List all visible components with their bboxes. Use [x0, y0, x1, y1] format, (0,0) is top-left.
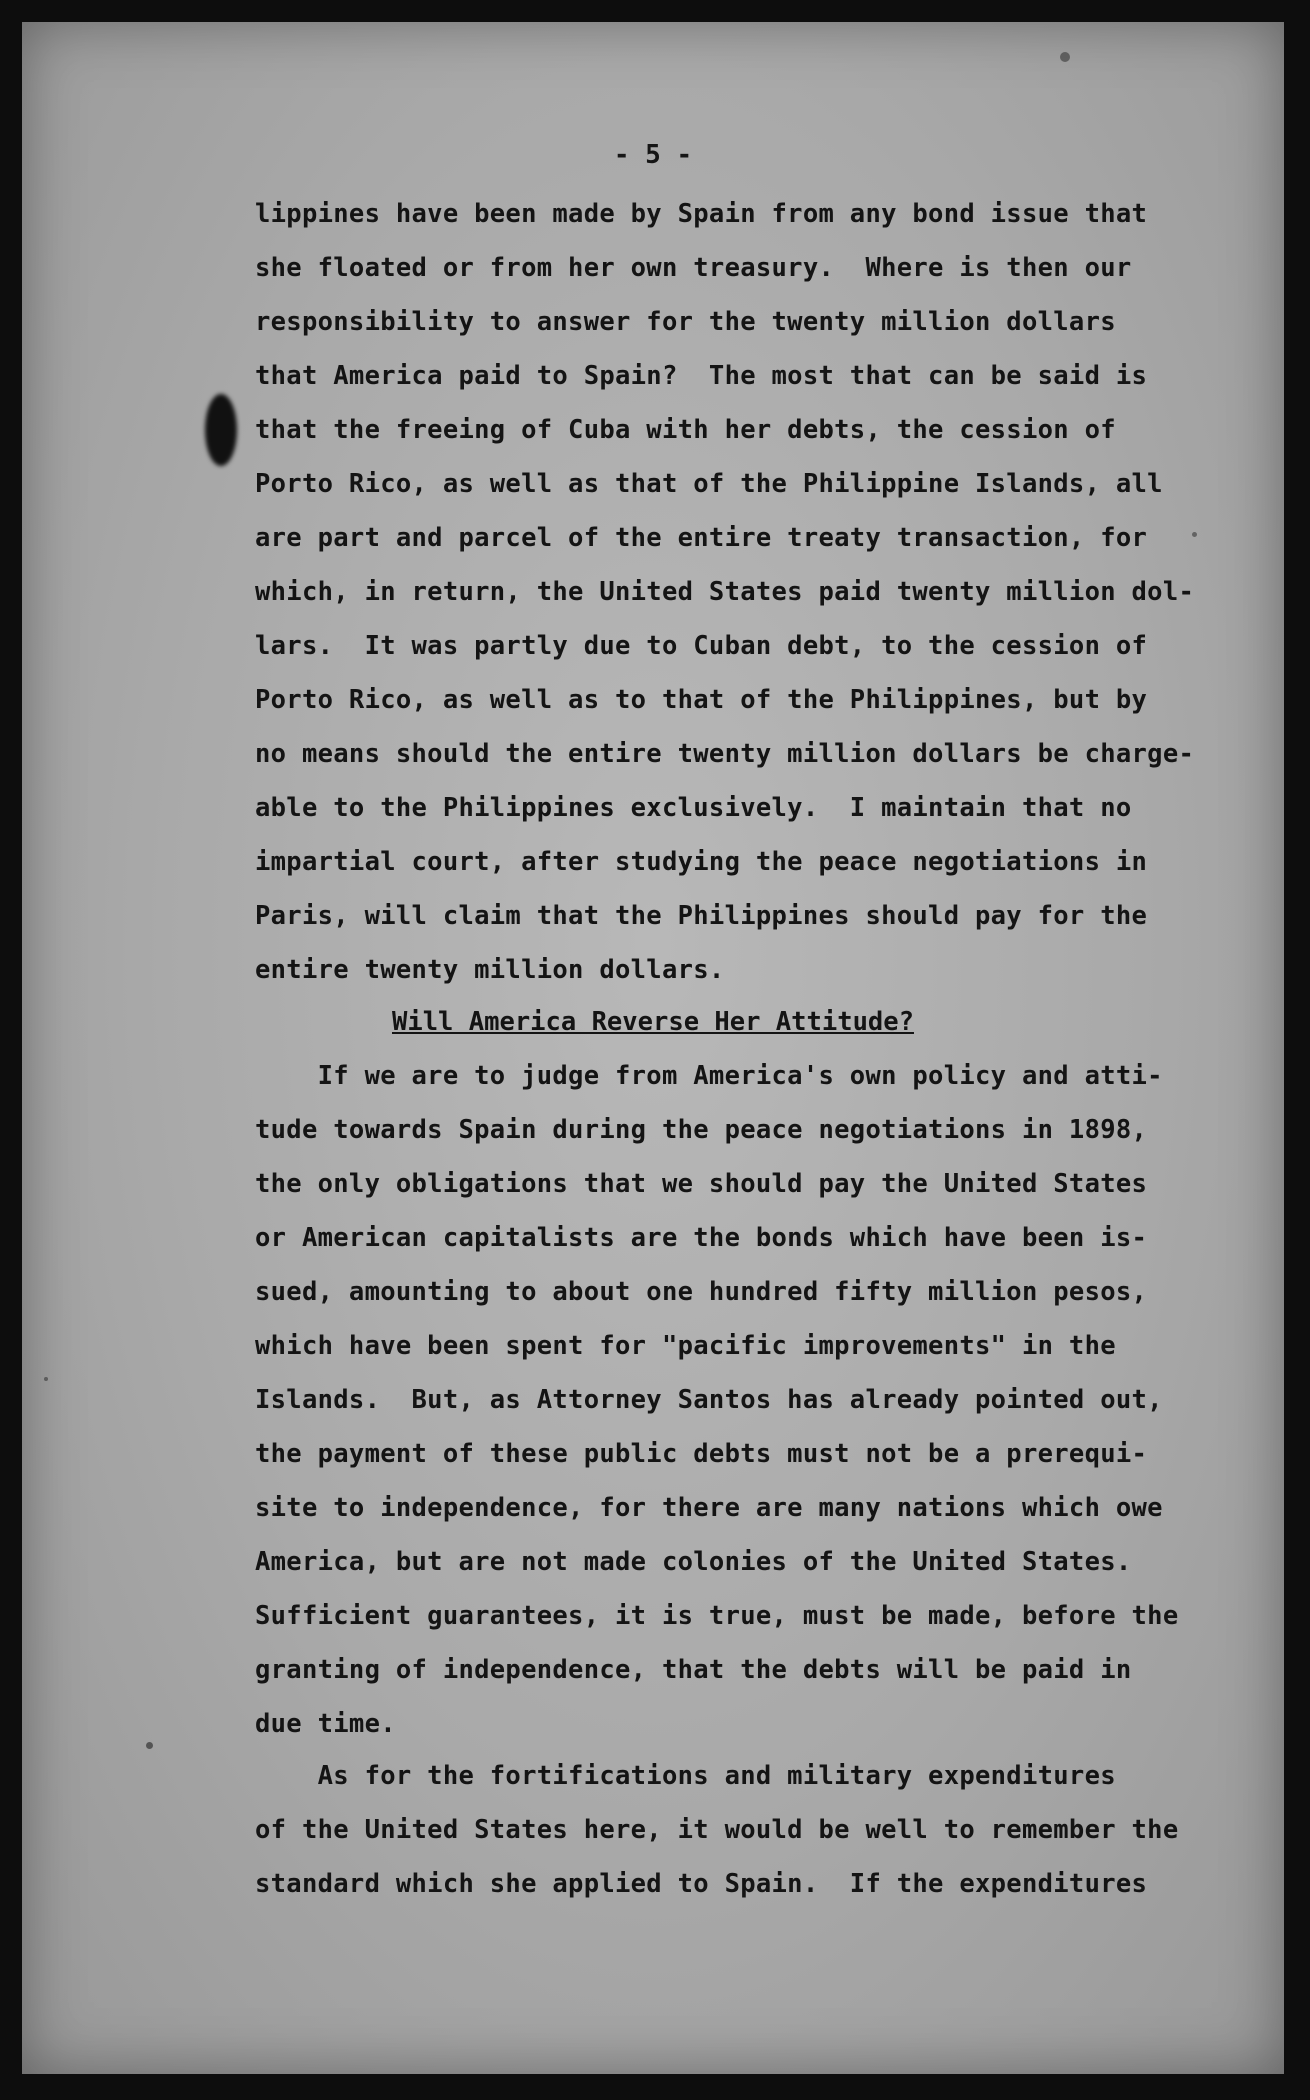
- paragraph-1-line: responsibility to answer for the twenty million dollars: [255, 307, 1116, 337]
- paragraph-1-line: lippines have been made by Spain from any bond issue that: [255, 199, 1148, 229]
- paragraph-1-line: that the freeing of Cuba with her debts, the cession of: [255, 415, 1116, 445]
- paragraph-2-line: site to independence, for there are many nations which owe: [255, 1493, 1163, 1523]
- speck: [44, 1377, 48, 1381]
- speck: [146, 1742, 153, 1749]
- paragraph-1-line: that America paid to Spain? The most that can be said is: [255, 361, 1148, 391]
- paragraph-1-line: no means should the entire twenty million dollars be charge-: [255, 739, 1195, 769]
- document-page: [22, 22, 1284, 2074]
- paragraph-1-line: which, in return, the United States paid twenty million dol-: [255, 577, 1195, 607]
- paragraph-1-line: are part and parcel of the entire treaty transaction, for: [255, 523, 1148, 553]
- paragraph-1-line: Porto Rico, as well as that of the Philippine Islands, all: [255, 469, 1163, 499]
- paragraph-2-line: America, but are not made colonies of the United States.: [255, 1547, 1132, 1577]
- paragraph-2-line: granting of independence, that the debts will be paid in: [255, 1655, 1132, 1685]
- paragraph-1-line: Porto Rico, as well as to that of the Philippines, but by: [255, 685, 1148, 715]
- paragraph-2-line: the only obligations that we should pay the United States: [255, 1169, 1148, 1199]
- paragraph-2-line: due time.: [255, 1709, 396, 1739]
- paragraph-3-line: of the United States here, it would be well to remember the: [255, 1815, 1179, 1845]
- speck: [1060, 52, 1070, 62]
- paragraph-2-line: sued, amounting to about one hundred fifty million pesos,: [255, 1277, 1148, 1307]
- ink-blot: [205, 394, 237, 466]
- paragraph-1-line: she floated or from her own treasury. Where is then our: [255, 253, 1132, 283]
- speck: [1192, 532, 1197, 537]
- paragraph-2-line: tude towards Spain during the peace negotiations in 1898,: [255, 1115, 1148, 1145]
- paragraph-1-line: impartial court, after studying the peace negotiations in: [255, 847, 1148, 877]
- paragraph-2-line: which have been spent for "pacific improvements" in the: [255, 1331, 1116, 1361]
- paragraph-2-line: or American capitalists are the bonds which have been is-: [255, 1223, 1148, 1253]
- paragraph-1-line: able to the Philippines exclusively. I maintain that no: [255, 793, 1132, 823]
- paragraph-1-line: entire twenty million dollars.: [255, 955, 725, 985]
- paragraph-2-line: the payment of these public debts must not be a prerequi-: [255, 1439, 1148, 1469]
- paragraph-3-line: As for the fortifications and military expenditures: [255, 1761, 1116, 1791]
- paragraph-3-line: standard which she applied to Spain. If the expenditures: [255, 1869, 1148, 1899]
- paragraph-2-line: Sufficient guarantees, it is true, must be made, before the: [255, 1601, 1179, 1631]
- paragraph-1-line: Paris, will claim that the Philippines should pay for the: [255, 901, 1148, 931]
- section-heading: Will America Reverse Her Attitude?: [392, 1007, 914, 1037]
- paragraph-2-line: Islands. But, as Attorney Santos has already pointed out,: [255, 1385, 1163, 1415]
- page-number: - 5 -: [613, 140, 693, 170]
- paragraph-1-line: lars. It was partly due to Cuban debt, to the cession of: [255, 631, 1148, 661]
- paragraph-2-line: If we are to judge from America's own policy and atti-: [255, 1061, 1163, 1091]
